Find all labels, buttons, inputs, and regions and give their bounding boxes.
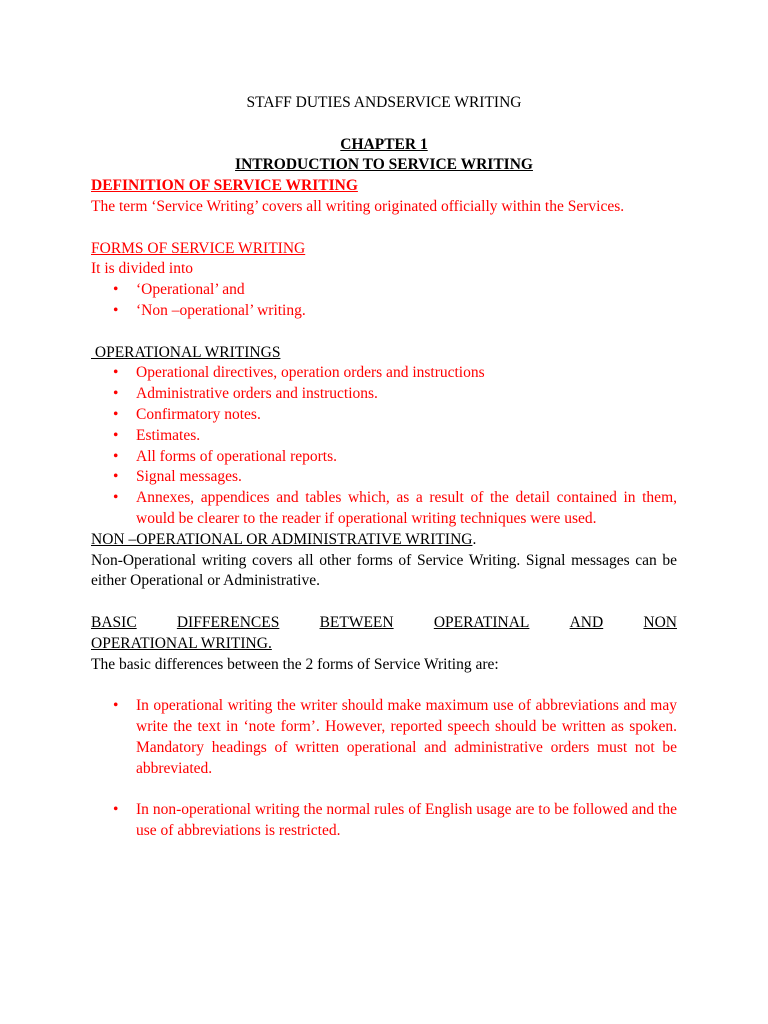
chapter-number: CHAPTER 1: [340, 135, 428, 153]
heading-word: OPERATINAL: [433, 613, 530, 631]
bullet-icon: •: [113, 801, 119, 819]
list-item-text: All forms of operational reports.: [136, 447, 338, 465]
chapter-title: INTRODUCTION TO SERVICE WRITING: [235, 156, 533, 174]
list-item: [91, 800, 677, 842]
spacer: [91, 779, 677, 800]
bullet-icon: •: [113, 405, 119, 423]
differences-intro: The basic differences between the 2 forms of Service Writing are:: [91, 655, 499, 673]
list-item-text: Administrative orders and instructions.: [136, 385, 378, 403]
differences-list: [91, 696, 677, 842]
heading-word: DIFFERENCES: [176, 613, 280, 631]
bullet-icon: •: [113, 697, 119, 715]
list-item-text: Operational directives, operation orders and instructions: [136, 364, 485, 382]
bullet-icon: •: [113, 426, 119, 444]
list-item: [91, 363, 677, 384]
list-item-text: Confirmatory notes.: [136, 405, 261, 423]
list-item: [91, 426, 677, 447]
list-item-text: Annexes, appendices and tables which, as a result of the detail contained in them, would be clearer to the reader if operational writing techniques were used.: [136, 489, 677, 527]
list-item: [91, 384, 677, 405]
list-item: [91, 301, 677, 322]
bullet-icon: •: [113, 385, 119, 403]
list-item: [91, 447, 677, 468]
forms-list: [91, 280, 677, 322]
operational-heading: OPERATIONAL WRITINGS: [91, 343, 281, 361]
list-item: [91, 467, 677, 488]
list-item-text: In operational writing the writer should make maximum use of abbreviations and may write the text in ‘note form’. However, reported speech should be written as spoken. Mandatory headings of written operational and administrative orders must not be abbreviated.: [136, 697, 677, 777]
list-item-text: In non-operational writing the normal rules of English usage are to be followed and the use of abbreviations is restricted.: [136, 801, 677, 839]
heading-period: .: [472, 530, 477, 548]
spacer: [91, 218, 677, 239]
list-item-text: ‘Operational’ and: [136, 281, 245, 299]
heading-word: NON: [643, 613, 677, 631]
spacer: [91, 675, 677, 696]
differences-heading: [91, 613, 677, 634]
bullet-icon: •: [113, 468, 119, 486]
operational-list: [91, 363, 677, 529]
bullet-icon: •: [113, 489, 119, 507]
document-page: [91, 93, 677, 842]
non-operational-body: Non-Operational writing covers all other forms of Service Writing. Signal messages can be either Operational or Administrative.: [91, 551, 677, 590]
forms-intro: It is divided into: [91, 260, 194, 278]
heading-word: BASIC: [91, 613, 137, 631]
bullet-icon: •: [113, 281, 119, 299]
bullet-icon: •: [113, 301, 119, 319]
bullet-icon: •: [113, 447, 119, 465]
spacer: [91, 322, 677, 343]
document-title: STAFF DUTIES ANDSERVICE WRITING: [246, 94, 522, 111]
list-item-text: ‘Non –operational’ writing.: [136, 301, 306, 319]
forms-heading: FORMS OF SERVICE WRITING: [91, 239, 306, 257]
definition-heading: DEFINITION OF SERVICE WRITING: [91, 177, 358, 195]
list-item: [91, 280, 677, 301]
list-item: [91, 488, 677, 530]
differences-heading-line2: OPERATIONAL WRITING.: [91, 634, 272, 652]
spacer: [91, 114, 677, 135]
list-item: [91, 696, 677, 779]
list-item-text: Estimates.: [136, 426, 201, 444]
bullet-icon: •: [113, 364, 119, 382]
heading-word: AND: [569, 613, 604, 631]
list-item: [91, 405, 677, 426]
definition-body: The term ‘Service Writing’ covers all writing originated officially within the Services.: [91, 197, 625, 215]
list-item-text: Signal messages.: [136, 468, 242, 486]
non-operational-heading: NON –OPERATIONAL OR ADMINISTRATIVE WRITING: [91, 530, 473, 548]
heading-word: BETWEEN: [319, 613, 394, 631]
spacer: [91, 592, 677, 613]
non-operational-heading-line: [91, 530, 677, 551]
